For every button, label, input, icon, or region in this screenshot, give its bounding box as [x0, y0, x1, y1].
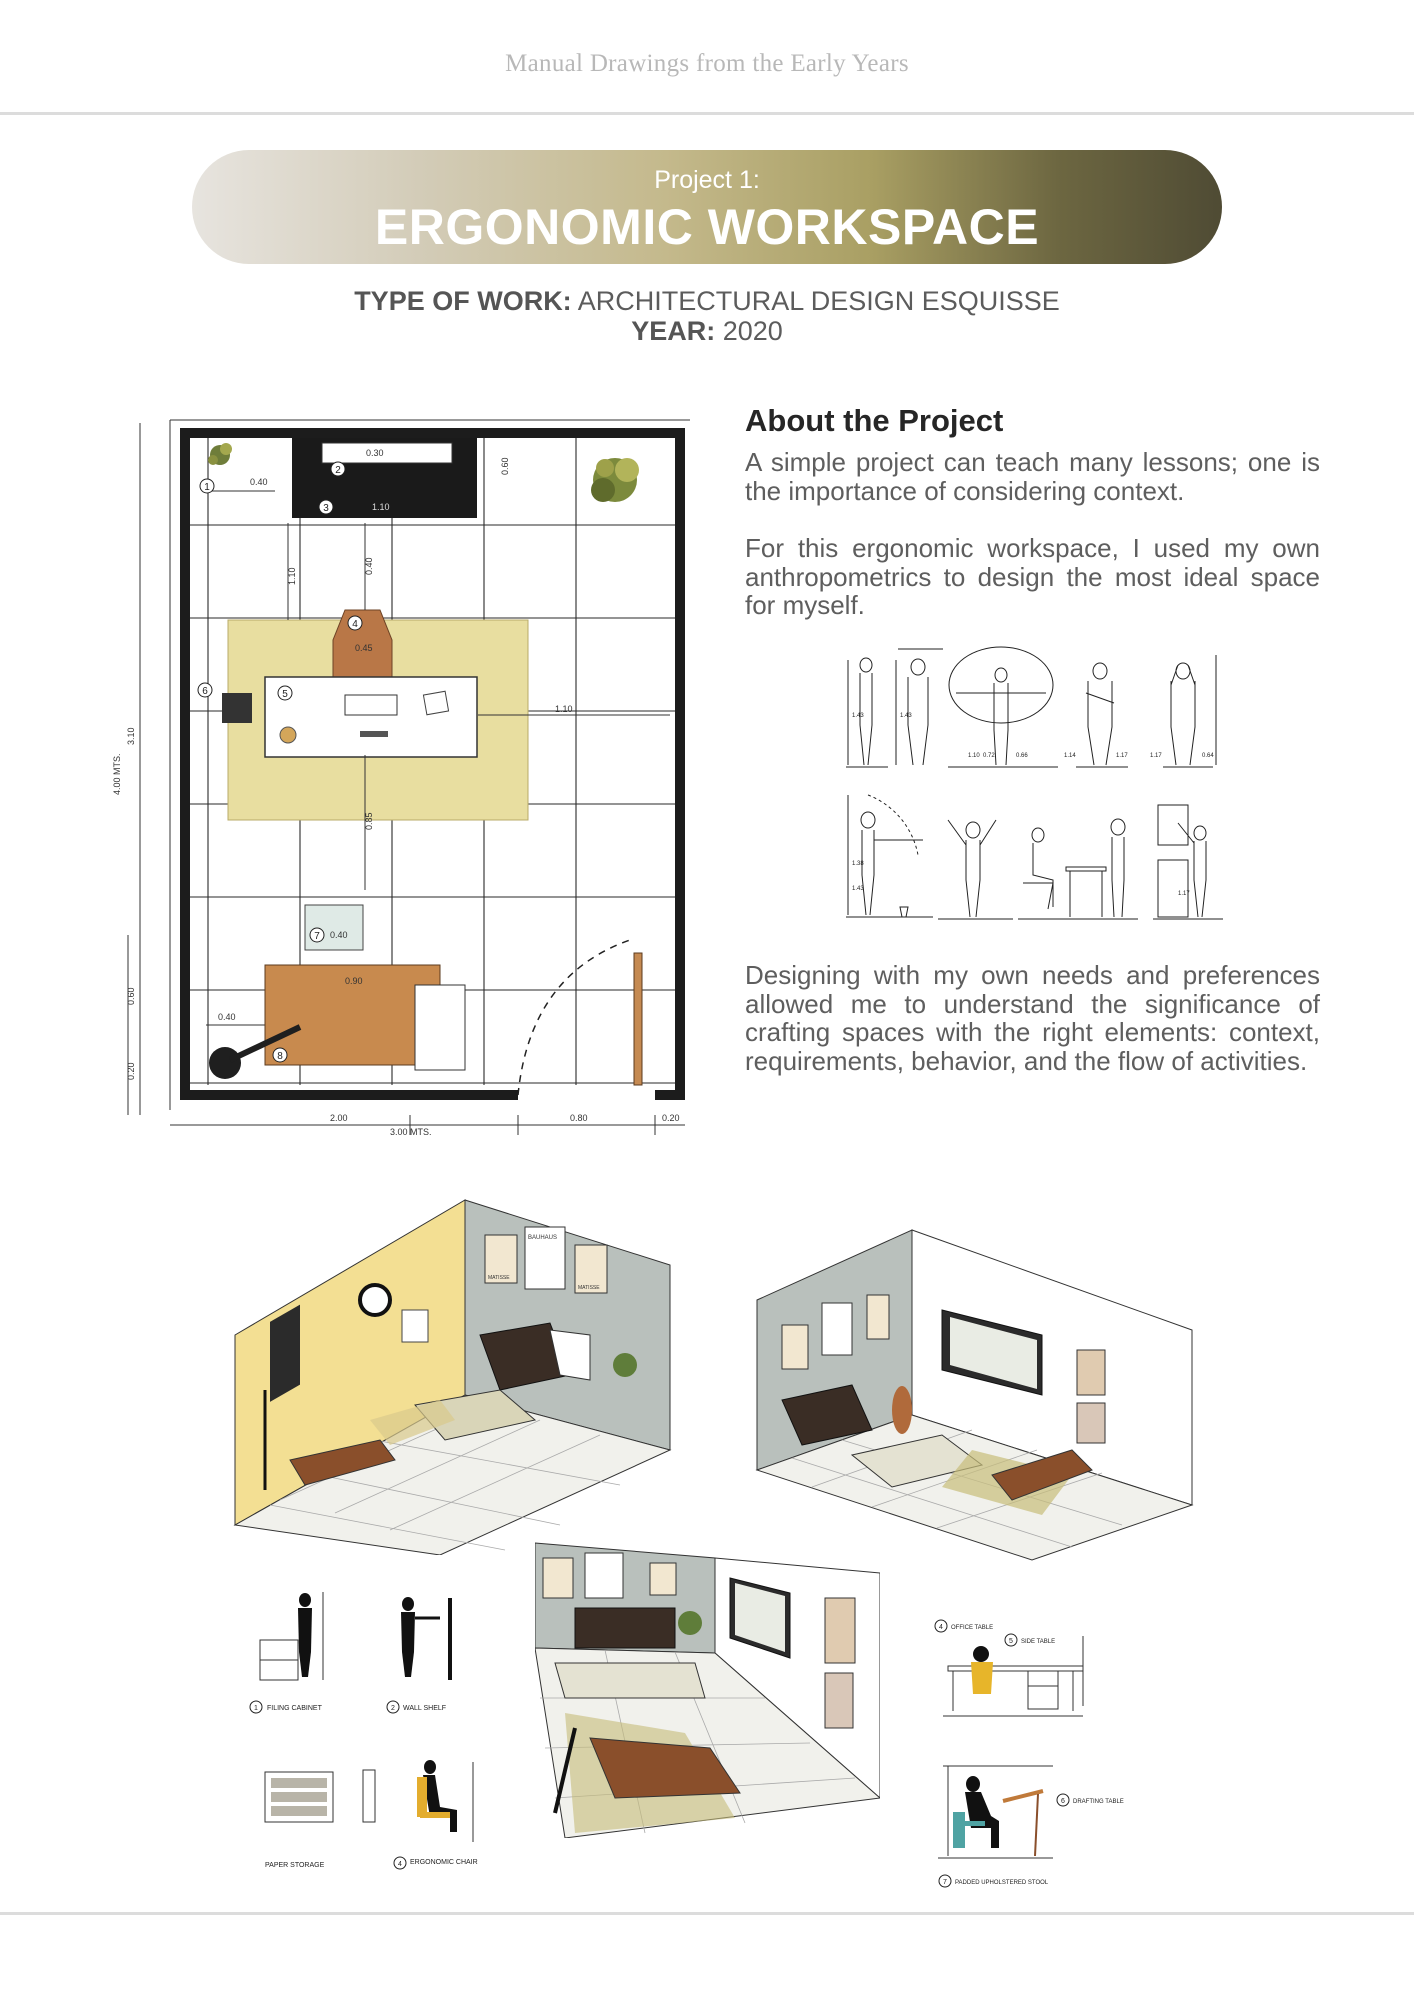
label-side-table: SIDE TABLE [1021, 1639, 1056, 1645]
reach-figure [846, 795, 933, 917]
banner-title: ERGONOMIC WORKSPACE [374, 199, 1040, 255]
dim-chair: 0.45 [355, 643, 373, 653]
ergonomic-chair-detail [417, 1760, 473, 1842]
art-panel [825, 1598, 855, 1663]
standing-figure-front [896, 649, 943, 765]
about-paragraph-3: Designing with my own needs and preferences allowed me to understand the significance of crafting spaces with the right elements: context, requirements, behavior, and the flow of activities. [745, 960, 1320, 1076]
dim-bottom-left: 0.40 [218, 1012, 236, 1022]
mug-icon [280, 727, 296, 743]
anthro-label: 1.17 [1116, 753, 1128, 759]
dim-bottom-b: 0.80 [570, 1113, 588, 1123]
marker-3: 3 [323, 503, 329, 514]
poster-matisse: MATISSE [488, 1275, 510, 1281]
hands-on-head-figure [1163, 655, 1216, 767]
door-swing [518, 940, 630, 1095]
furniture-details-right [933, 1616, 1163, 1896]
running-header: Manual Drawings from the Early Years [505, 50, 909, 77]
dim-vertical-b: 1.10 [287, 567, 297, 585]
dim-desk-width: 1.10 [372, 502, 390, 512]
marker-6: 6 [202, 686, 208, 697]
anthro-label: 1.38 [852, 861, 864, 867]
dim-left-base: 0.20 [126, 1062, 136, 1080]
furniture-details-left [245, 1592, 490, 1882]
art-panel [1077, 1350, 1105, 1395]
detail-number: 7 [943, 1879, 947, 1886]
dim-left-low: 0.60 [126, 987, 136, 1005]
detail-number: 1 [254, 1705, 258, 1712]
printer-icon [222, 693, 252, 723]
dim-top-left: 0.40 [250, 477, 268, 487]
isometric-view-left [230, 1195, 680, 1555]
floor-plan [110, 415, 690, 1145]
dim-left-sub: 3.10 [126, 727, 136, 745]
poster-bauhaus: BAUHAUS [528, 1235, 558, 1241]
plant-icon [208, 443, 232, 465]
papers [423, 691, 448, 715]
marker-4: 4 [352, 619, 358, 630]
dim-front-table: 0.90 [345, 976, 363, 986]
dim-bottom-c: 0.20 [662, 1113, 680, 1123]
dim-right-small: 0.60 [500, 457, 510, 475]
plant-icon [613, 1353, 637, 1377]
label-padded-upholstered-stool: PADDED UPHOLSTERED STOOL [955, 1880, 1049, 1886]
office-table-detail [943, 1636, 1083, 1716]
isometric-view-right [752, 1225, 1202, 1565]
dim-side-cabinet: 0.40 [330, 930, 348, 940]
desk [265, 677, 477, 757]
footer-divider [0, 1912, 1414, 1915]
banner-kicker: Project 1: [654, 166, 760, 194]
art-panel [1077, 1403, 1105, 1443]
anthro-label: 0.72 [983, 753, 995, 759]
side-unit [415, 985, 465, 1070]
monitor [360, 731, 388, 737]
marker-7: 7 [314, 931, 320, 942]
dim-bottom-total: 3.00 MTS. [390, 1127, 432, 1137]
detail-number: 4 [939, 1624, 943, 1631]
wall-board [402, 1310, 428, 1342]
arms-crossed-figure [1076, 663, 1128, 767]
arm-span-figure [948, 647, 1058, 767]
label-ergonomic-chair: ERGONOMIC CHAIR [410, 1859, 478, 1866]
anthro-label: 0.64 [1202, 753, 1214, 759]
about-paragraph-2: For this ergonomic workspace, I used my own anthropometrics to design the most ideal space for myself. [745, 533, 1320, 620]
chair [892, 1386, 912, 1434]
title-banner [192, 150, 1222, 264]
anthro-label: 0.66 [1016, 753, 1028, 759]
anthro-label: 1.43 [852, 886, 864, 892]
about-paragraph-1: A simple project can teach many lessons; one is the importance of considering context. [745, 447, 1320, 506]
dim-left-total: 4.00 MTS. [112, 753, 122, 795]
anthro-label: 1.14 [1064, 753, 1076, 759]
stretching-figure [938, 820, 1013, 919]
year-value: 2020 [722, 316, 783, 346]
type-of-work-label: TYPE OF WORK: [354, 286, 572, 316]
year-line [0, 316, 1414, 347]
header-divider [0, 112, 1414, 115]
anthro-label: 1.17 [1178, 891, 1190, 897]
dim-right-gap: 1.10 [555, 704, 573, 714]
label-wall-shelf: WALL SHELF [403, 1705, 447, 1712]
seated-standing-pair [1018, 819, 1138, 919]
stool [305, 905, 363, 950]
door-leaf [634, 953, 642, 1085]
anthropometric-figures [838, 645, 1228, 927]
dim-bottom-a: 2.00 [330, 1113, 348, 1123]
clock-icon [360, 1285, 390, 1315]
detail-number: 2 [391, 1705, 395, 1712]
detail-number: 4 [398, 1861, 402, 1868]
type-of-work-value: ARCHITECTURAL DESIGN ESQUISSE [577, 286, 1060, 316]
plant-icon [591, 458, 639, 502]
dim-vertical-a: 0.40 [364, 557, 374, 575]
about-heading: About the Project [745, 403, 1004, 438]
label-office-table: OFFICE TABLE [951, 1625, 994, 1631]
anthro-label: 1.43 [900, 713, 912, 719]
drafting-table-detail [938, 1766, 1053, 1858]
dim-top-gap: 0.30 [366, 448, 384, 458]
type-of-work-line [0, 286, 1414, 317]
art-panel [825, 1673, 853, 1728]
anthro-label: 1.10 [968, 753, 980, 759]
floor-lamp-base [209, 1047, 241, 1079]
year-label: YEAR: [631, 316, 716, 346]
filing-cabinet-detail [260, 1592, 323, 1680]
wall-shelf-detail [401, 1597, 450, 1680]
dim-aisle: 0.85 [364, 812, 374, 830]
paper-storage-detail [265, 1770, 375, 1822]
detail-number: 5 [1009, 1638, 1013, 1645]
posters [485, 1227, 607, 1293]
anthro-label: 1.43 [852, 713, 864, 719]
marker-5: 5 [282, 689, 288, 700]
label-drafting-table: DRAFTING TABLE [1073, 1799, 1124, 1805]
marker-8: 8 [277, 1051, 283, 1062]
marker-1: 1 [204, 482, 210, 493]
marker-2: 2 [335, 465, 341, 476]
storage-cabinet [575, 1608, 675, 1648]
label-paper-storage: PAPER STORAGE [265, 1862, 325, 1869]
desk [555, 1663, 705, 1698]
plant-icon [678, 1611, 702, 1635]
isometric-view-bottom [535, 1538, 880, 1838]
poster-matisse: MATISSE [578, 1285, 600, 1291]
kitchen-reach-figure [1153, 805, 1223, 919]
label-filing-cabinet: FILING CABINET [267, 1705, 322, 1712]
cabinet-drawer [322, 443, 452, 463]
detail-number: 6 [1061, 1798, 1065, 1805]
anthro-label: 1.17 [1150, 753, 1162, 759]
keyboard [345, 695, 397, 715]
